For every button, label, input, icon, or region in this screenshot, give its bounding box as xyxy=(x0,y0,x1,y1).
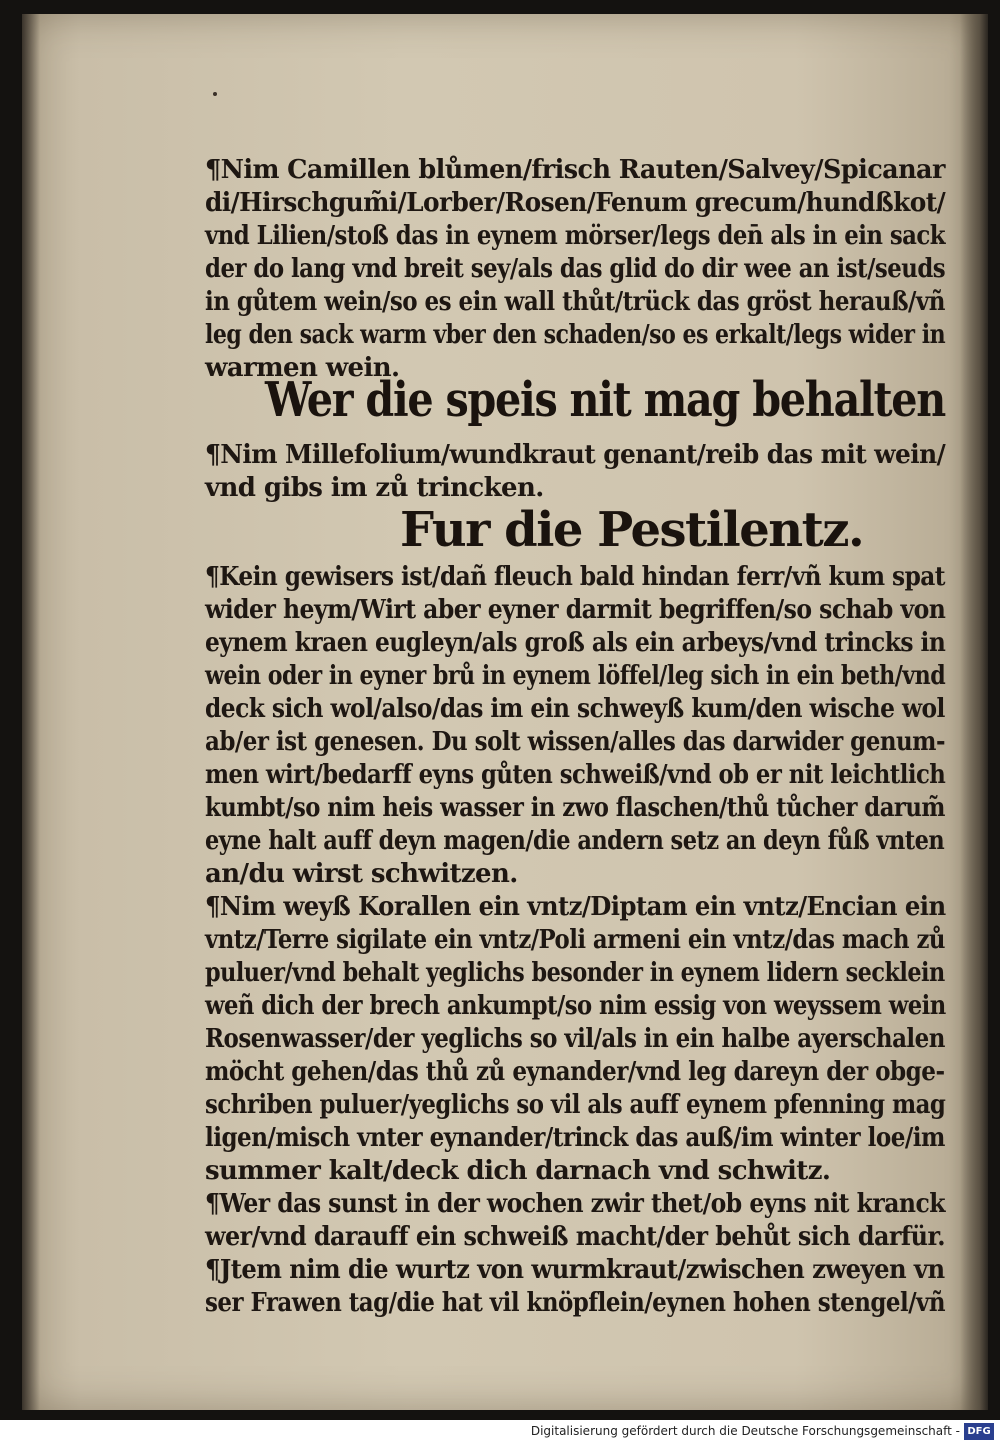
text-line: kumbt/so nim heis wasser in zwo flaschen/thů tůcher darum̃ xyxy=(205,793,945,823)
page-edge-shadow xyxy=(960,14,988,1410)
text-line: eynem kraen eugleyn/als groß als ein arbeys/vnd trincks in xyxy=(205,628,946,658)
text-line: ab/er ist genesen. Du solt wissen/alles das darwider genum- xyxy=(205,727,945,757)
text-line: men wirt/bedarff eyns gůten schweiß/vnd ob er nit leichtlich xyxy=(205,760,946,790)
text-line: ¶Nim Camillen blůmen/frisch Rauten/Salvey/Spicanar xyxy=(205,155,945,185)
text-line: ¶Kein gewisers ist/dañ fleuch bald hindan ferr/vñ kum spat xyxy=(205,562,945,592)
text-line: möcht gehen/das thů zů eynander/vnd leg dareyn der obge- xyxy=(205,1057,945,1087)
text-line: wer/vnd darauff ein schweiß macht/der behůt sich darfür. xyxy=(205,1222,946,1252)
text-line: schriben puluer/yeglichs so vil als auff eynem pfenning mag xyxy=(205,1090,946,1120)
text-line: deck sich wol/also/das im ein schweyß kum/den wische wol xyxy=(205,694,945,724)
text-line: weñ dich der brech ankumpt/so nim essig von weyssem wein xyxy=(205,991,946,1021)
text-line: wein oder in eyner brů in eynem löffel/leg sich in ein beth/vnd xyxy=(205,661,946,691)
text-line: summer kalt/deck dich darnach vnd schwitz. xyxy=(205,1156,831,1186)
text-line: leg den sack warm vber den schaden/so es erkalt/legs wider in xyxy=(205,320,946,350)
text-line: di/Hirschgum̃i/Lorber/Rosen/Fenum grecum/hundßkot/ xyxy=(205,188,946,218)
funding-notice: Digitalisierung gefördert durch die Deutsche Forschungsgemeinschaft - xyxy=(530,1424,960,1438)
text-line: ser Frawen tag/die hat vil knöpflein/eynen hohen stengel/vñ xyxy=(205,1288,946,1318)
text-line: puluer/vnd behalt yeglichs besonder in eynem lidern secklein xyxy=(205,958,945,988)
text-line: Rosenwasser/der yeglichs so vil/als in ein halbe ayerschalen xyxy=(205,1024,945,1054)
ink-speck xyxy=(213,92,217,96)
text-line: wider heym/Wirt aber eyner darmit begriffen/so schab von xyxy=(205,595,946,625)
dfg-logo: DFG xyxy=(964,1423,994,1440)
text-line: vnd gibs im zů trincken. xyxy=(205,473,544,503)
text-line: der do lang vnd breit sey/als das glid do dir wee an ist/seuds xyxy=(205,254,946,284)
text-line: ¶Nim weyß Korallen ein vntz/Diptam ein vntz/Encian ein xyxy=(205,892,946,922)
section-heading: Fur die Pestilentz. xyxy=(400,502,864,558)
text-line: vntz/Terre sigilate ein vntz/Poli armeni ein vntz/das mach zů xyxy=(205,925,945,955)
text-line: an/du wirst schwitzen. xyxy=(205,859,518,889)
text-line: eyne halt auff deyn magen/die andern setz an deyn fůß vnten xyxy=(205,826,945,856)
text-line: ¶Wer das sunst in der wochen zwir thet/ob eyns nit kranck xyxy=(205,1189,945,1219)
text-line: ¶Jtem nim die wurtz von wurmkraut/zwischen zweyen vn xyxy=(205,1255,945,1285)
section-heading: Wer die speis nit mag behalten xyxy=(265,372,946,428)
page-gutter-shadow xyxy=(22,14,40,1410)
text-line: warmen wein. xyxy=(205,353,400,383)
text-line: ¶Nim Millefolium/wundkraut genant/reib das mit wein/ xyxy=(205,440,946,470)
text-line: in gůtem wein/so es ein wall thůt/trück das gröst herauß/vñ xyxy=(205,287,945,317)
text-line: ligen/misch vnter eynander/trinck das auß/im winter loe/im xyxy=(205,1123,945,1153)
text-line: vnd Lilien/stoß das in eynem mörser/legs den̄ als in ein sack xyxy=(205,221,946,251)
funding-footer xyxy=(0,1420,1000,1444)
